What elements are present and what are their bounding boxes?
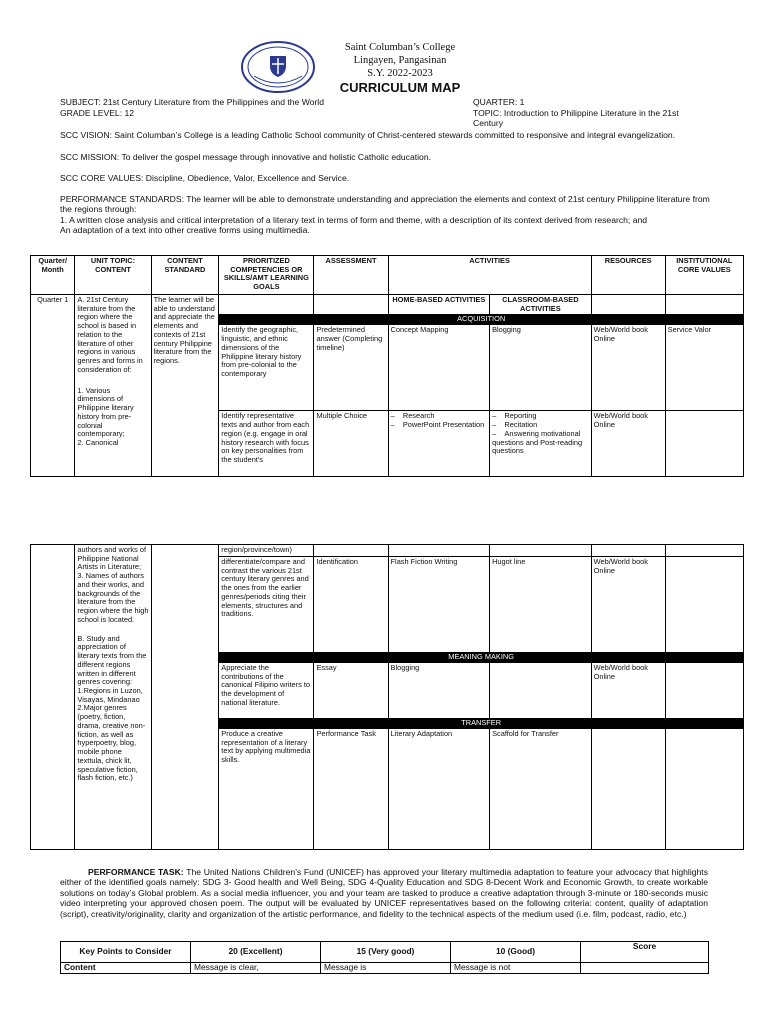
curriculum-table — [30, 255, 744, 477]
col-header-unit: UNIT TOPIC: CONTENT — [75, 256, 151, 295]
competency-row-1: Identify the geographic, linguistic, and ethnic dimensions of the Philippine literary history from pre-colonial to the contemporary — [219, 325, 314, 411]
performance-task-text: The United Nations Children’s Fund (UNICEF) has approved your literary multimedia adaptation to feature your advocacy that highlights either of the identified goals namely: SDG 3- Good health and Well Being, SDG 4-Quality Education and SDG 8-Decent Work and Economic Growth, to create workable solutions on today’s Global problem. As a social media influencer, you and your team are tasked to produce a creative adaptation through 3-minute or 180-seconds music video interpreting your approved chosen poem. The output will be evaluated by UNICEF representatives based on the following criteria: content, quality of adaptation (script), creativity/originality, clarity and organization of the artistic performance, and fidelity to the technical aspects of the medium used (i.e. film, podcast, radio, etc.) — [60, 867, 708, 919]
values-row-1: Service Valor — [665, 325, 743, 411]
school-name: Saint Columban’s College — [344, 42, 456, 53]
classroom-row-1: Blogging — [490, 325, 592, 411]
home-row-4: Blogging — [388, 663, 490, 719]
home-row-2 — [388, 411, 490, 477]
unit-item-2: 2. Canonical — [77, 438, 119, 448]
unit-content-cell-continued — [75, 545, 151, 850]
col-header-core-values: INSTITUTIONAL CORE VALUES — [665, 256, 743, 295]
classroom-row-3: Hugot line — [490, 557, 592, 653]
classroom-list-item: – Answering motivational questions and Post-reading questions — [492, 428, 583, 456]
page-title: CURRICULUM MAP — [339, 80, 461, 95]
rubric-row-label: Content — [61, 963, 191, 974]
competency-row-cont: region/province/town) — [219, 545, 314, 557]
resources-row-4: Web/World book Online — [591, 663, 665, 719]
vision-statement: SCC VISION: Saint Columban’s College is a leading Catholic School community of Christ-centered stewards committed to responsive and integral evangelization. — [60, 130, 676, 140]
band-transfer: TRANSFER — [219, 719, 744, 729]
unit-item-b2: 2.Major genres (poetry, fiction, drama, creative non-fiction, as well as hyperpoetry, blog, mobile phone texttula, chick lit, speculative fiction, flash fiction, etc.) — [77, 703, 146, 783]
assessment-row-5: Performance Task — [314, 729, 388, 850]
quarter-label: QUARTER: 1 — [473, 97, 525, 107]
curriculum-table-continued — [30, 544, 744, 850]
performance-item-2: An adaptation of a text into other creative forms using multimedia. — [60, 225, 310, 236]
unit-item-a: A. 21st Century literature from the region where the school is based in relation to the literature of other regions in various genres and forms in consideration of: — [77, 295, 143, 374]
topic-line-1: TOPIC: Introduction to Philippine Literature in the 21st — [473, 108, 679, 118]
unit-item-1: 1. Various dimensions of Philippine literary history from pre-colonial contemporary; — [77, 385, 134, 439]
core-values-statement: SCC CORE VALUES: Discipline, Obedience, Valor, Excellence and Service. — [60, 173, 350, 183]
classroom-row-2 — [490, 411, 592, 477]
content-standard-cell: The learner will be able to understand and appreciate the elements and contexts of 21st century Philippine literature from the regions. — [151, 295, 219, 477]
home-row-1: Concept Mapping — [388, 325, 490, 411]
rubric-header-score: Score — [581, 942, 709, 963]
home-list-item: – Research — [390, 411, 435, 421]
resources-row-2: Web/World book Online — [591, 411, 665, 477]
classroom-row-5: Scaffold for Transfer — [490, 729, 592, 850]
topic-line-2: Century — [473, 118, 504, 129]
unit-item-3: 3. Names of authors and their works, and backgrounds of the literature from the region where the high school is located. — [77, 571, 149, 624]
rubric-header-10: 10 (Good) — [451, 942, 581, 963]
performance-task-label: PERFORMANCE TASK: — [88, 867, 184, 877]
competency-row-4: Appreciate the contributions of the canonical Filipino writers to the development of national literature. — [219, 663, 314, 719]
school-seal-logo — [240, 40, 316, 94]
performance-item-1: 1. A written close analysis and critical interpretation of a literary text in terms of form and theme, with a description of its context derived from research; and — [60, 214, 648, 225]
assessment-row-4: Essay — [314, 663, 388, 719]
assessment-row-1: Predetermined answer (Completing timeline) — [314, 325, 388, 411]
competency-row-5: Produce a creative representation of a literary text by applying multimedia skills. — [219, 729, 314, 850]
resources-row-3: Web/World book Online — [591, 557, 665, 653]
col-header-standard: CONTENT STANDARD — [151, 256, 219, 295]
unit-content-cell — [75, 295, 151, 477]
unit-item-b: B. Study and appreciation of literary texts from the different regions written in different genres covering: — [77, 633, 147, 687]
col-header-competencies: PRIORITIZED COMPETENCIES OR SKILLS/AMT LEARNING GOALS — [219, 256, 314, 295]
rubric-cell: Message is clear, — [191, 963, 321, 974]
rubric-header-key-points: Key Points to Consider — [61, 942, 191, 963]
classroom-list-item: – Recitation — [492, 420, 538, 430]
rubric-header-20: 20 (Excellent) — [191, 942, 321, 963]
classroom-list-item: – Reporting — [492, 411, 537, 421]
col-header-assessment: ASSESSMENT — [314, 256, 388, 295]
grade-label: GRADE LEVEL: 12 — [60, 108, 135, 118]
rubric-cell: Message is — [321, 963, 451, 974]
competency-row-2: Identify representative texts and author from each region (e.g. engage in oral history research with focus on key personalities from the student's — [219, 411, 314, 477]
quarter-cell: Quarter 1 — [31, 295, 75, 477]
subject-label: SUBJECT: 21st Century Literature from the Philippines and the World — [60, 97, 324, 107]
col-header-classroom: CLASSROOM-BASED ACTIVITIES — [490, 295, 592, 315]
rubric-header-15: 15 (Very good) — [321, 942, 451, 963]
home-row-5: Literary Adaptation — [388, 729, 490, 850]
rubric-cell: Message is not — [451, 963, 581, 974]
home-list-item: – PowerPoint Presentation — [390, 420, 485, 430]
school-location: Lingayen, Pangasinan — [353, 54, 447, 66]
assessment-row-2: Multiple Choice — [314, 411, 388, 477]
rubric-table — [60, 941, 709, 974]
topic-label — [473, 108, 723, 129]
rubric-score-cell — [581, 963, 709, 974]
col-header-resources: RESOURCES — [591, 256, 665, 295]
resources-row-1: Web/World book Online — [591, 325, 665, 411]
school-header — [320, 42, 480, 80]
performance-task — [60, 867, 708, 919]
school-year: S.Y. 2022-2023 — [367, 67, 433, 79]
competency-row-3: differentiate/compare and contrast the various 21st century literary genres and the ones from the earlier genres/periods citing their elements, structures and traditions. — [219, 557, 314, 653]
band-acquisition: ACQUISITION — [219, 315, 744, 325]
home-row-3: Flash Fiction Writing — [388, 557, 490, 653]
col-header-quarter: Quarter/ Month — [31, 256, 75, 295]
performance-standards-text: PERFORMANCE STANDARDS: The learner will be able to demonstrate understanding and appreciation the elements and context of 21st century Philippine literature from the regions through: — [60, 194, 710, 215]
unit-item-b1: 1.Regions in Luzon, Visayas, Mindanao — [77, 686, 143, 704]
mission-statement: SCC MISSION: To deliver the gospel message through innovative and holistic Catholic education. — [60, 152, 432, 162]
unit-item-cont: authors and works of Philippine National Artists in Literature; — [77, 545, 147, 572]
assessment-row-3: Identification — [314, 557, 388, 653]
col-header-activities: ACTIVITIES — [388, 256, 591, 295]
col-header-home: HOME-BASED ACTIVITIES — [388, 295, 490, 315]
performance-standards — [60, 194, 712, 236]
band-meaning-making: MEANING MAKING — [219, 653, 744, 663]
